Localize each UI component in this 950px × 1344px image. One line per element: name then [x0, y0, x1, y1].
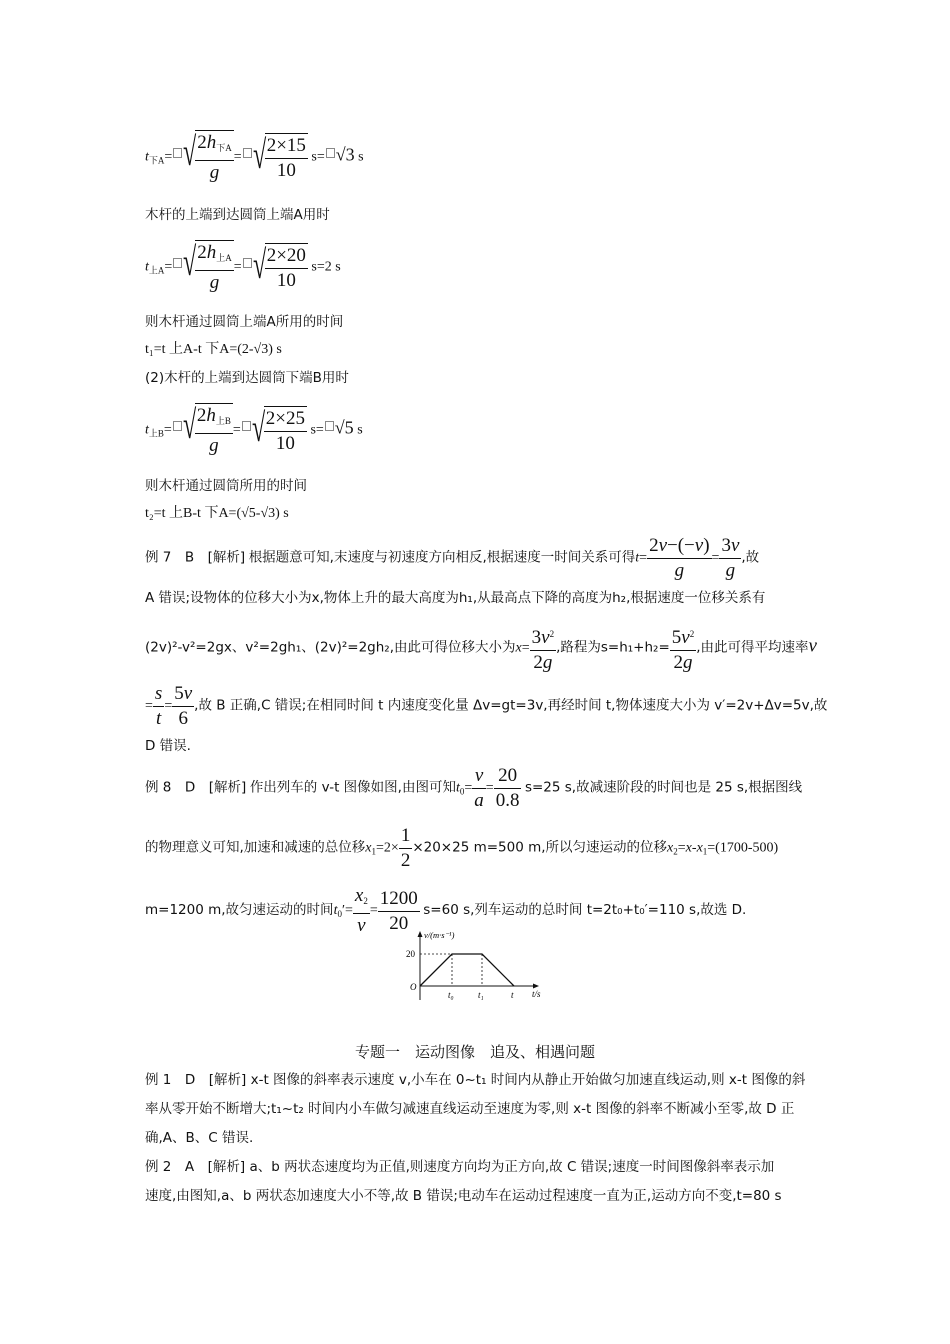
example-1-line-3: 确,A、B、C 错误. [145, 1130, 254, 1146]
graph-xlabel: t/s [532, 989, 541, 999]
text-line: 则木杆通过圆筒所用的时间 [145, 478, 307, 494]
formula-t-shang-a: $t_{上A}=$ √ $\frac{2h_{上A}}{g}$ = √ $\frac{2\times 20}{10}$ s=2 s [145, 239, 341, 293]
example-7-line-1: 例 7 B [解析] 根据题意可知,末速度与初速度方向相反,根据速度一时间关系可得t= $\frac{2v-(-v)}{g}$ = $\frac{3v}{g}$ ,故 [145, 535, 760, 581]
formula-t2: t₂=t 上B-t 下A=(√5-√3) s [145, 506, 289, 521]
example-8-line-3: m=1200 m,故匀速运动的时间$t_0'=$ $\frac{x_2}{v}$ = $\frac{1200}{20}$ s=60 s,列车运动的总时间 t=2t₀+t₀′=110 s,故选 D. [145, 885, 747, 936]
text-line: 则木杆通过圆筒上端A所用的时间 [145, 314, 344, 330]
example-2-line-2: 速度,由图知,a、b 两状态加速度大小不等,故 B 错误;电动车在运动过程速度一直为正,运动方向不变,t=80 s [145, 1188, 782, 1204]
v-t-graph [400, 928, 560, 1006]
example-7-line-3: (2v)²-v²=2gx、v²=2gh₁、(2v)²=2gh₂,由此可得位移大小为x= $\frac{3v^2}{2g}$ ,路程为s=h₁+h₂= $\frac{5v^2}{2g}$ ,由此可得平均速率v [145, 622, 817, 675]
example-7-line-2: A 错误;设物体的位移大小为x,物体上升的最大高度为h₁,从最高点下降的高度为h₂,根据速度一位移关系有 [145, 590, 766, 606]
formula-t-xia-a: $t_{下A}=$ √ $\frac{2h_{下A}}{g}$ = √ $\frac{2\times 15}{10}$ s= √3 s [145, 129, 364, 183]
formula-t-shang-b: $t_{上B}=$ √ $\frac{2h_{上B}}{g}$ = √ $\frac{2\times 25}{10}$ s= √5 s [145, 402, 363, 456]
example-1-line-1: 例 1 D [解析] x-t 图像的斜率表示速度 v,小车在 0~t₁ 时间内从静止开始做匀加速直线运动,则 x-t 图像的斜 [145, 1072, 806, 1088]
text-line: (2)木杆的上端到达圆筒下端B用时 [145, 370, 349, 386]
example-7-line-5: D 错误. [145, 738, 191, 754]
graph-tick-t: t [511, 990, 514, 1000]
example-1-line-2: 率从零开始不断增大;t₁~t₂ 时间内小车做匀减速直线运动至速度为零,则 x-t 图像的斜率不断减小至零,故 D 正 [145, 1101, 795, 1117]
example-7-line-4: = $\frac{s}{t}$ = $\frac{5v}{6}$ ,故 B 正确,C 错误;在相同时间 t 内速度变化量 Δv=gt=3v,再经时间 t,物体速度大小为 v′=2v+Δv=5v,故 [145, 683, 828, 729]
section-title: 专题一 运动图像 追及、相遇问题 [354, 1043, 595, 1061]
text-line: 木杆的上端到达圆筒上端A用时 [145, 207, 330, 223]
formula-t1: t₁=t 上A-t 下A=(2-√3) s [145, 342, 282, 357]
example-8-line-1: 例 8 D [解析] 作出列车的 v-t 图像如图,由图可知$t_0=$ $\frac{v}{a}$ = $\frac{20}{0.8}$ s=25 s,故减速阶段的时间也是 25 s,根据图线 [145, 765, 803, 811]
graph-tick-t0: t₀ [448, 990, 454, 1000]
example-2-line-1: 例 2 A [解析] a、b 两状态速度均为正值,则速度方向均为正方向,故 C 错误;速度一时间图像斜率表示加 [145, 1159, 775, 1175]
graph-origin: O [410, 982, 417, 992]
graph-tick-t1: t₁ [478, 990, 484, 1000]
example-8-line-2: 的物理意义可知,加速和减速的总位移$x_1=2\times$ $\frac{1}{2}$ ×20×25 m=500 m,所以匀速运动的位移$x_2=x-x_1=(1700-500)$ [145, 825, 779, 871]
graph-y-tick: 20 [406, 949, 415, 959]
graph-ylabel: v/(m·s⁻¹) [424, 930, 455, 940]
